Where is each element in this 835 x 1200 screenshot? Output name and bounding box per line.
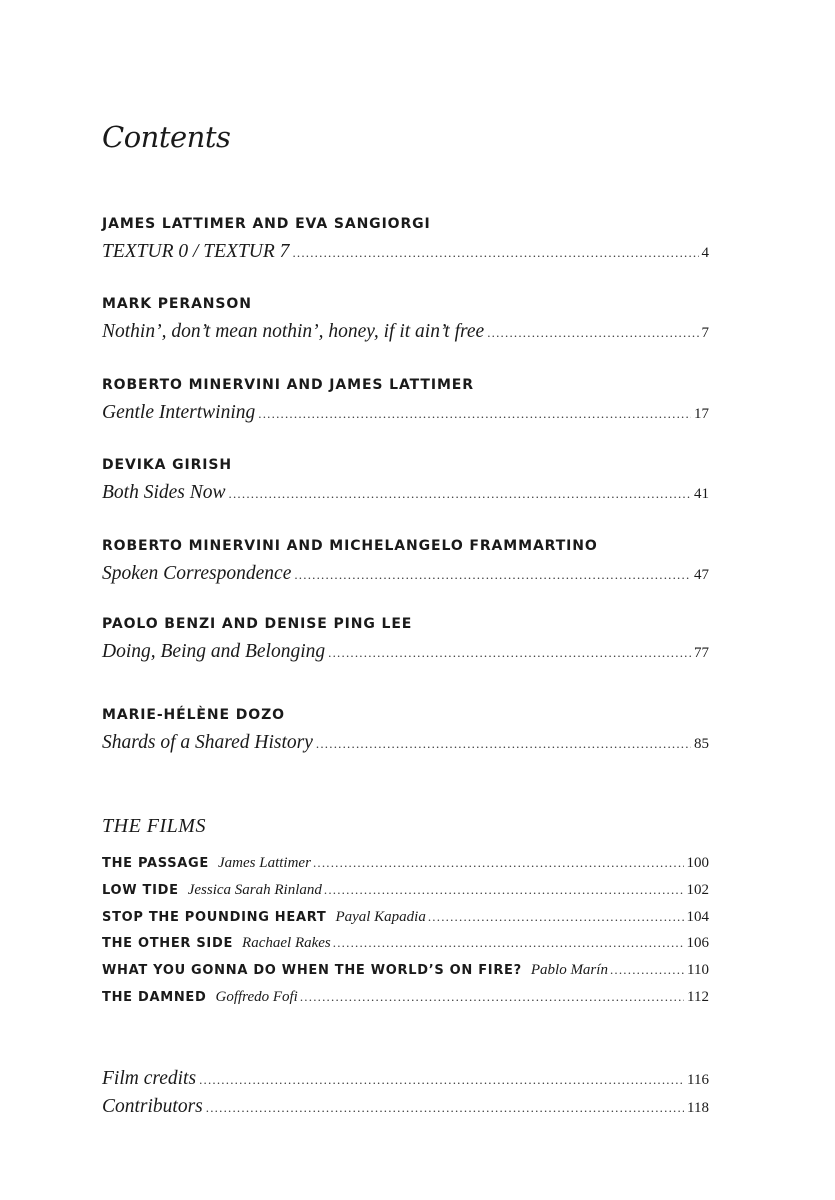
entry-author: MARK PERANSON [102,296,252,312]
dot-leader [324,882,684,898]
film-page-number: 112 [687,988,709,1005]
dot-leader [428,909,684,925]
toc-entry[interactable] [102,537,709,587]
entry-title: Shards of a Shared History [102,732,313,753]
film-title: THE OTHER SIDE [102,936,234,952]
entry-page-number: 7 [701,325,709,341]
film-entry[interactable] [102,855,709,882]
dot-leader [206,1100,684,1116]
dot-leader [229,486,691,502]
film-page-number: 104 [686,908,709,925]
entry-title: Nothin’, don’t mean nothin’, honey, if it ain’t free [102,321,485,342]
film-page-number: 100 [686,855,709,871]
entry-title: Gentle Intertwining [102,402,256,423]
backmatter-page-number: 116 [687,1072,709,1088]
entry-page-number: 4 [701,245,709,261]
film-entry[interactable] [102,962,709,989]
entry-title: Both Sides Now [102,482,226,503]
backmatter-title: Film credits [102,1068,197,1089]
film-entry[interactable] [102,909,709,936]
film-title: WHAT YOU GONNA DO WHEN THE WORLD’S ON FIRE? [102,963,522,979]
film-author: Goffredo Fofi [215,988,298,1005]
toc-entry[interactable] [102,376,709,426]
backmatter-list [102,1068,709,1124]
dot-leader [294,567,691,583]
entry-page-number: 41 [694,486,709,502]
toc-entry[interactable] [102,295,709,345]
toc-entry[interactable] [102,456,709,506]
entry-title: Spoken Correspondence [102,563,292,584]
film-page-number: 110 [687,962,709,979]
film-page-number: 106 [686,935,709,952]
entry-author: PAOLO BENZI AND DENISE PING LEE [102,616,413,632]
dot-leader [258,406,691,422]
entry-title: TEXTUR 0 / TEXTUR 7 [102,241,290,262]
dot-leader [328,645,691,661]
page-title: Contents [102,120,231,154]
dot-leader [199,1072,684,1088]
dot-leader [313,855,684,871]
film-author: Pablo Marín [530,962,608,979]
film-title: THE DAMNED [102,989,207,1005]
film-author: Rachael Rakes [242,935,331,952]
entry-author: DEVIKA GIRISH [102,457,232,473]
films-list [102,855,709,1016]
backmatter-page-number: 118 [687,1100,709,1116]
dot-leader [333,935,684,951]
toc-entry[interactable] [102,706,709,756]
film-author: James Lattimer [218,855,311,871]
film-title: LOW TIDE [102,882,179,898]
entry-author: ROBERTO MINERVINI AND MICHELANGELO FRAMMARTINO [102,538,598,554]
entry-author: ROBERTO MINERVINI AND JAMES LATTIMER [102,377,474,393]
entry-page-number: 17 [694,406,709,422]
entry-page-number: 47 [694,567,709,583]
film-entry[interactable] [102,882,709,909]
toc-entry[interactable] [102,215,709,265]
backmatter-entry[interactable] [102,1068,709,1096]
film-author: Payal Kapadia [335,908,426,925]
toc-entry[interactable] [102,615,709,665]
films-section-heading: THE FILMS [102,815,206,837]
film-title: STOP THE POUNDING HEART [102,909,327,925]
dot-leader [487,325,698,341]
entry-author: MARIE-HÉLÈNE DOZO [102,707,285,723]
entry-author: JAMES LATTIMER AND EVA SANGIORGI [102,216,431,232]
film-page-number: 102 [686,881,709,898]
film-title: THE PASSAGE [102,856,210,871]
dot-leader [300,989,684,1005]
dot-leader [292,245,698,261]
backmatter-entry[interactable] [102,1096,709,1124]
backmatter-title: Contributors [102,1096,203,1117]
entry-page-number: 77 [694,645,709,661]
film-author: Jessica Sarah Rinland [187,881,322,898]
film-entry[interactable] [102,935,709,962]
entry-page-number: 85 [694,736,709,752]
dot-leader [316,736,691,752]
film-entry[interactable] [102,989,709,1016]
dot-leader [610,962,684,978]
entry-title: Doing, Being and Belonging [102,641,326,662]
